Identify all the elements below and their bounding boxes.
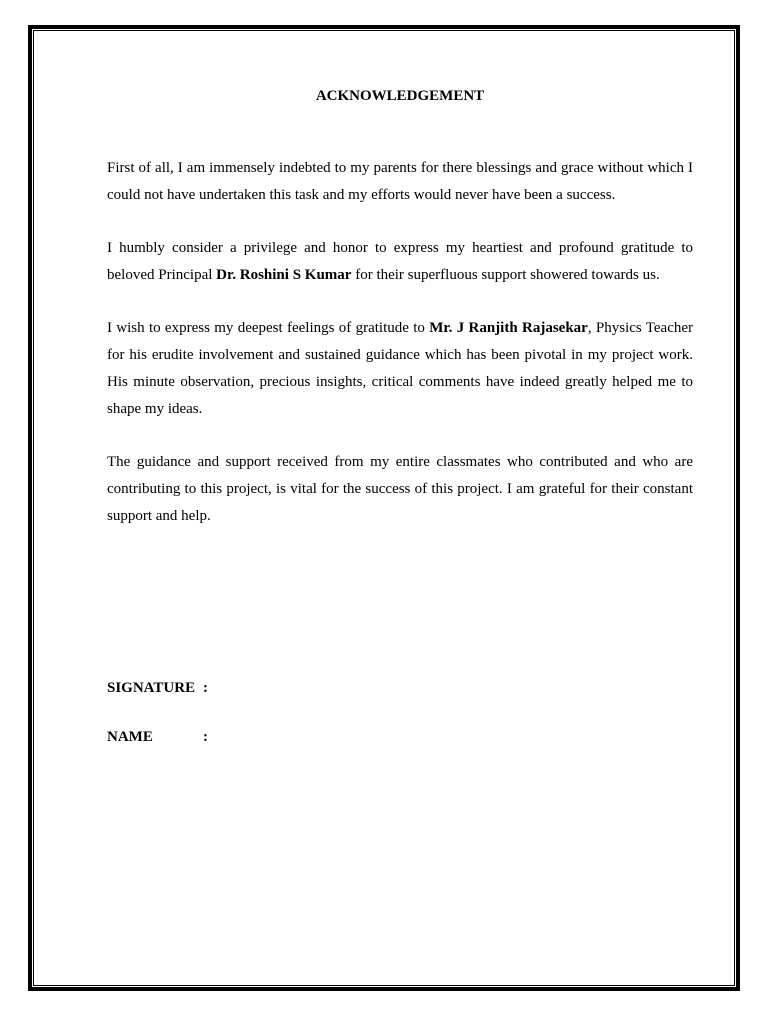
paragraph-text: The guidance and support received from my entire classmates who contributed and who are contributing to this project, is vital for the success of this project. I am grateful for their constant support and help.: [107, 454, 693, 524]
name-field: [107, 729, 208, 746]
name-colon: :: [203, 729, 208, 745]
paragraph-text: I humbly consider a privilege and honor to express my heartiest and profound gratitude to beloved Principal: [107, 240, 693, 283]
teacher-name: Mr. J Ranjith Rajasekar: [429, 320, 588, 336]
signature-colon: :: [203, 680, 208, 696]
paragraph-teacher: [107, 315, 693, 423]
page-title: ACKNOWLEDGEMENT: [315, 88, 485, 104]
signature-label: SIGNATURE: [107, 680, 196, 696]
paragraph-text: , Physics Teacher for his erudite involvement and sustained guidance which has been pivotal in my project work. His minute observation, precious insights, critical comments have indeed greatly helped me to shape my ideas.: [107, 320, 694, 417]
paragraph-text: I wish to express my deepest feelings of gratitude to: [107, 320, 430, 336]
paragraph-principal: [107, 235, 693, 289]
name-label: NAME: [107, 729, 153, 745]
paragraph-parents: [107, 155, 693, 209]
principal-name: Dr. Roshini S Kumar: [216, 267, 352, 283]
paragraph-text: for their superfluous support showered towards us.: [351, 267, 660, 283]
acknowledgement-body: [107, 155, 693, 556]
paragraph-classmates: [107, 449, 693, 530]
signature-field: [107, 680, 208, 697]
paragraph-text: First of all, I am immensely indebted to my parents for there blessings and grace without which I could not have undertaken this task and my efforts would never have been a success.: [107, 160, 693, 203]
